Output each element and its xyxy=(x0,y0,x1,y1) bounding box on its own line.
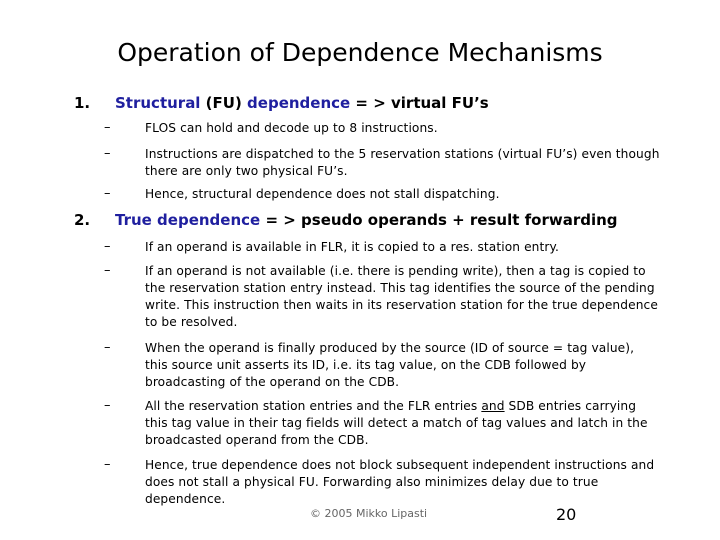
section-1-heading-rest: = > virtual FU’s xyxy=(350,94,489,112)
bullet-dash: – xyxy=(104,239,111,254)
section-2-heading xyxy=(115,211,618,229)
section-2-heading-rest: = > pseudo operands + result forwarding xyxy=(260,211,618,229)
section-1-number: 1. xyxy=(74,94,91,112)
bullet-dash: – xyxy=(104,263,111,278)
section-1-bullet-3: Hence, structural dependence does not stall dispatching. xyxy=(145,187,500,201)
bullet-dash: – xyxy=(104,120,111,135)
section-1-bullet-2: Instructions are dispatched to the 5 reservation stations (virtual FU’s) even though there are only two physical FU’s. xyxy=(145,147,660,178)
bullet-dash: – xyxy=(104,457,111,472)
section-1-heading-structural: Structural xyxy=(115,94,201,112)
section-1-heading-fu: (FU) xyxy=(200,94,248,112)
section-2-heading-true-dependence: True dependence xyxy=(115,211,261,229)
section-2-number: 2. xyxy=(74,211,91,229)
bullet-dash: – xyxy=(104,340,111,355)
section-2-bullet-4-after: SDB entries carrying this tag value in their tag fields will detect a match of tag values and latch in the broadcasted operand from the CDB. xyxy=(145,399,648,447)
section-2-bullet-4 xyxy=(145,398,660,449)
section-2-bullet-3: When the operand is finally produced by the source (ID of source = tag value), this source unit asserts its ID, i.e. its tag value, on the CDB followed by broadcasting of the operand on the CDB. xyxy=(145,341,635,389)
page-number: 20 xyxy=(556,505,577,524)
section-1-heading xyxy=(115,94,489,112)
footer-copyright: © 2005 Mikko Lipasti xyxy=(310,507,428,520)
bullet-dash: – xyxy=(104,186,111,201)
slide-title: Operation of Dependence Mechanisms xyxy=(117,38,603,67)
section-2-bullet-2: If an operand is not available (i.e. there is pending write), then a tag is copied to the reservation station entry instead. This tag identifies the source of the pending write. This instruction then waits in its reservation station for the true dependence to be resolved. xyxy=(145,264,658,329)
section-2-bullet-4-underlined: and xyxy=(481,399,505,413)
section-2-bullet-1: If an operand is available in FLR, it is copied to a res. station entry. xyxy=(145,240,560,254)
section-1-heading-dependence: dependence xyxy=(247,94,351,112)
bullet-dash: – xyxy=(104,146,111,161)
section-2-bullet-5: Hence, true dependence does not block subsequent independent instructions and does not stall a physical FU. Forwarding also minimizes delay due to true dependence. xyxy=(145,458,655,506)
section-2-bullet-4-before: All the reservation station entries and the FLR entries xyxy=(145,399,482,413)
bullet-dash: – xyxy=(104,398,111,413)
section-1-bullet-1: FLOS can hold and decode up to 8 instructions. xyxy=(145,121,438,135)
